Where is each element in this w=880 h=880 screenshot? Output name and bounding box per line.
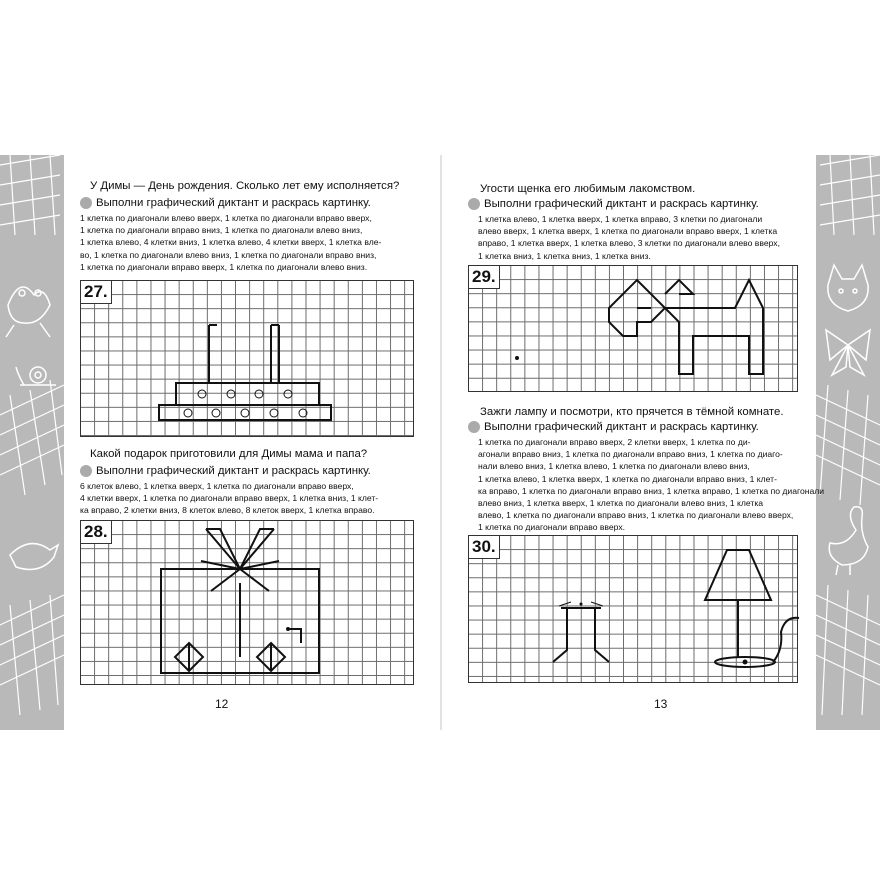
- ex28-task-text: Выполни графический диктант и раскрась картинку.: [96, 465, 371, 477]
- butterfly-doodle-icon: [826, 330, 870, 375]
- ex28-drawing: [81, 521, 415, 686]
- ex30-instructions: 1 клетка по диагонали вправо вверх, 2 клетки вверх, 1 клетка по ди- агонали вправо вниз, 1 клетка по диагонали вправо вниз, 1 клетка по диаго- нали влево вниз, 1 клетка влево, 1 клетка по диагонали влево вниз, 1 клетка влево, 1 клетка вверх, 1 клетка по диагонали вправо вниз, 1 клет- ка вправо, 1 клетка по диагонали вправо вниз, 1 клетка вправо, 1 клетка по диагонали влево вниз, 1 клетка вверх, 1 клетка по диагонали влево вниз, 1 клетка влево, 1 клетка по диагонали вправо вниз, 1 клетка по диагонали влево вверх, 1 клетка по диагонали вправо вверх.: [478, 437, 825, 533]
- ex27-question: У Димы — День рождения. Сколько лет ему исполняется?: [90, 180, 400, 192]
- ex27-instructions: 1 клетка по диагонали влево вверх, 1 клетка по диагонали вправо вверх, 1 клетка по диагонали вправо вниз, 1 клетка по диагонали влево вниз, 1 клетка влево, 4 клетки вниз, 1 клетка влево, 4 клетки вверх, 1 клетка вле- во, 1 клетка по диагонали влево вниз, 1 клетка по диагонали вправо вниз, 1 клетка по диагонали вправо вверх, 1 клетка по диагонали влево вниз.: [80, 213, 382, 272]
- ex29-grid[interactable]: [468, 265, 798, 392]
- ex28-instructions: 6 клеток влево, 1 клетка вверх, 1 клетка по диагонали вправо вверх, 4 клетки вверх, 1 клетка по диагонали вправо вверх, 1 клетка вниз, 1 клет- ка вправо, 2 клетки вниз, 8 клеток влево, 8 клеток вверх, 1 клетка вправо.: [80, 481, 379, 516]
- grid-doodles-left: [0, 155, 64, 730]
- page-gutter: [440, 155, 442, 730]
- frog-doodle-icon: [6, 287, 50, 337]
- ex29-task-text: Выполни графический диктант и раскрась картинку.: [484, 198, 759, 210]
- ex27-task-text: Выполни графический диктант и раскрась картинку.: [96, 197, 371, 209]
- task-bullet-icon: [468, 198, 480, 210]
- goose-doodle-icon: [829, 507, 868, 575]
- grid-doodles-right: [816, 155, 880, 730]
- ex30-question: Зажги лампу и посмотри, кто прячется в тёмной комнате.: [480, 406, 784, 418]
- ex27-number: 27.: [80, 280, 112, 304]
- ex29-instructions: 1 клетка влево, 1 клетка вверх, 1 клетка вправо, 3 клетки по диагонали влево вверх, 1 клетка вверх, 1 клетка по диагонали вправо вверх, 1 клетка вправо, 1 клетка вверх, 1 клетка влево, 3 клетки по диагонали влево вверх, 1 клетка вниз, 1 клетка вниз, 1 клетка вниз.: [478, 214, 780, 261]
- ex30-number: 30.: [468, 535, 500, 559]
- ex27-flowers: [184, 390, 307, 417]
- task-bullet-icon: [80, 465, 92, 477]
- ex28-task: [80, 464, 371, 478]
- cat-doodle-icon: [828, 265, 868, 311]
- ex27-drawing: [81, 281, 415, 438]
- ex29-number: 29.: [468, 265, 500, 289]
- left-decor-band: [0, 155, 64, 730]
- ex29-drawing: [469, 266, 799, 393]
- task-bullet-icon: [80, 197, 92, 209]
- ex28-number: 28.: [80, 520, 112, 544]
- ex28-grid[interactable]: [80, 520, 414, 685]
- ex27-grid[interactable]: [80, 280, 414, 437]
- ex30-task: [468, 420, 759, 434]
- ex29-task: [468, 197, 759, 211]
- ex30-drawing: [469, 536, 799, 684]
- page-number-right: 13: [654, 697, 668, 711]
- ex29-question: Угости щенка его любимым лакомством.: [480, 183, 696, 195]
- page-number-left: 12: [215, 697, 229, 711]
- task-bullet-icon: [468, 421, 480, 433]
- ex28-question: Какой подарок приготовили для Димы мама и папа?: [90, 448, 368, 460]
- bird-doodle-icon: [10, 544, 58, 570]
- ex27-task: [80, 196, 371, 210]
- ex30-task-text: Выполни графический диктант и раскрась картинку.: [484, 421, 759, 433]
- ex30-grid[interactable]: [468, 535, 798, 683]
- right-decor-band: [816, 155, 880, 730]
